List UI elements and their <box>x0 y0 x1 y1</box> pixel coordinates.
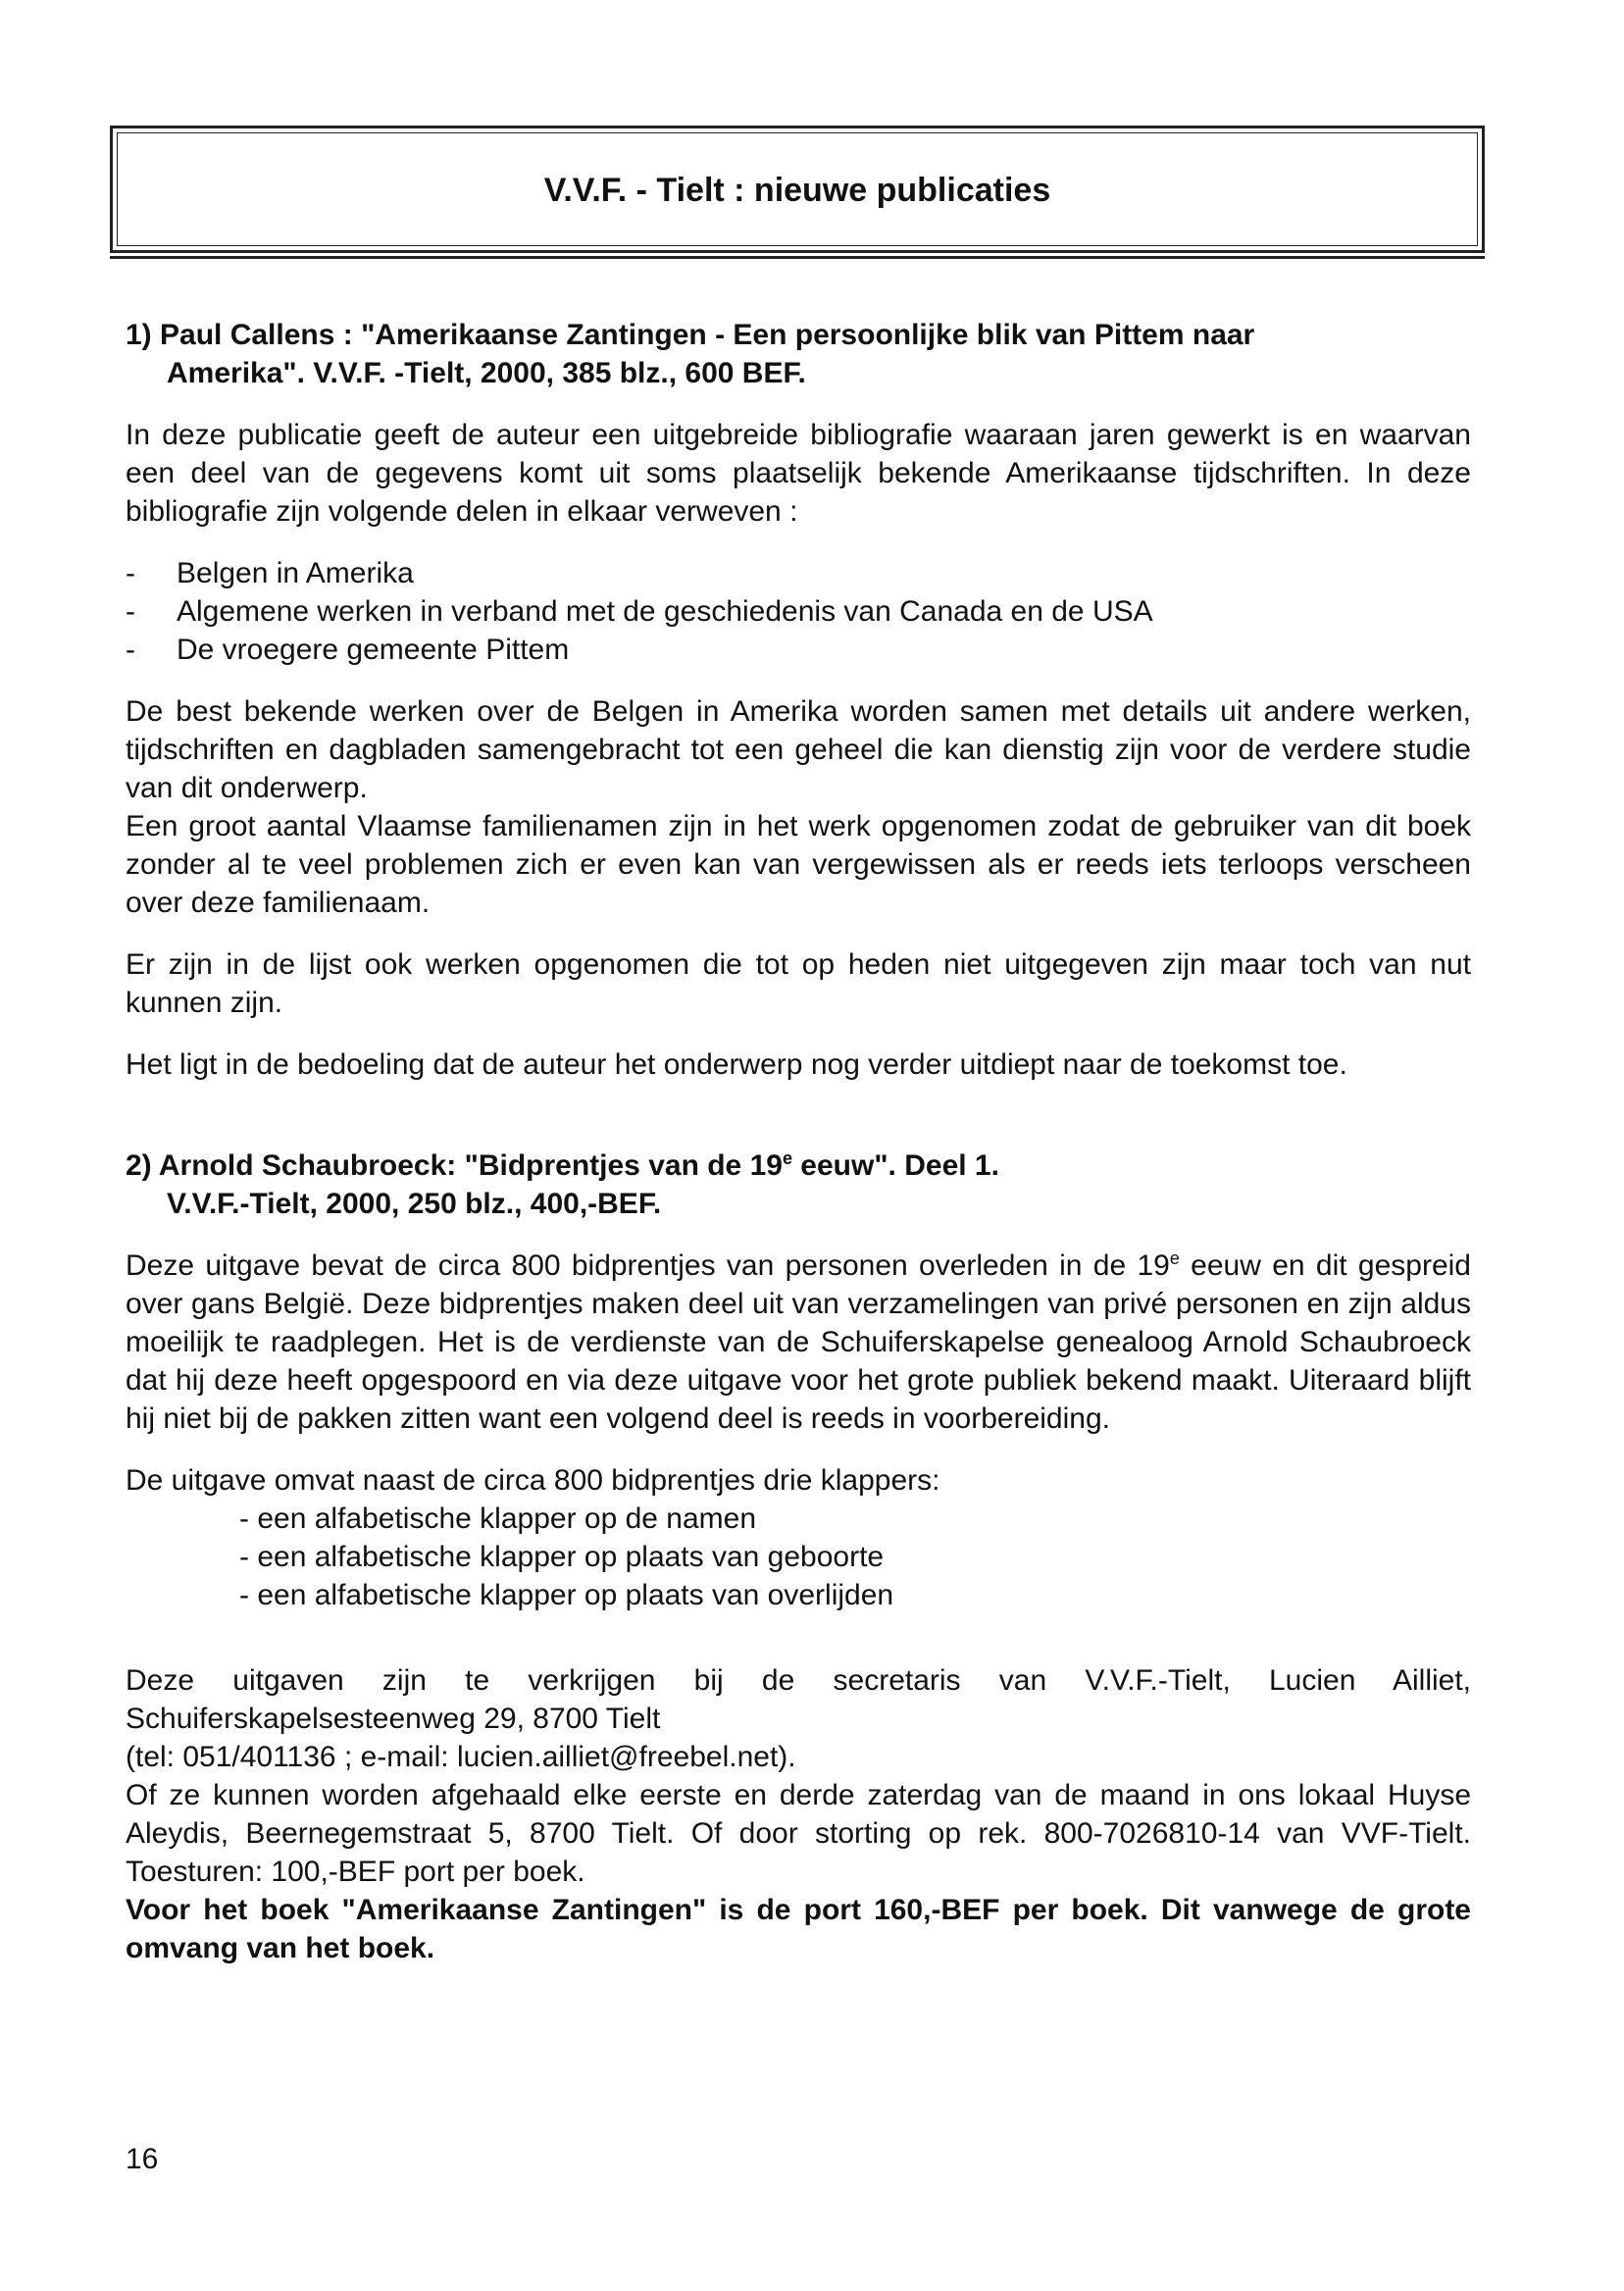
section2-paragraph-2: De uitgave omvat naast de circa 800 bidprentjes drie klappers: <box>126 1464 940 1497</box>
section1-paragraph-3: Er zijn in de lijst ook werken opgenomen die tot op heden niet uitgegeven zijn maar toch van nut kunnen zijn. <box>126 948 1471 1019</box>
contact-line-1: Deze uitgaven zijn te verkrijgen bij de secretaris van V.V.F.-Tielt, Lucien Ailliet, Schuiferskapelsesteenweg 29, 8700 Tielt <box>126 1664 1471 1735</box>
list-item: - De vroegere gemeente Pittem <box>126 631 1471 669</box>
section1-bullet-list <box>126 554 1471 669</box>
list-item: - Algemene werken in verband met de geschiedenis van Canada en de USA <box>126 592 1471 631</box>
list-item: - een alfabetische klapper op plaats van geboorte <box>239 1538 1471 1576</box>
section2-heading-line2: V.V.F.-Tielt, 2000, 250 blz., 400,-BEF. <box>167 1188 662 1220</box>
section1-heading-line1: 1) Paul Callens : "Amerikaanse Zantingen - Een persoonlijke blik van Pittem naar <box>126 319 1255 351</box>
list-item: - een alfabetische klapper op de namen <box>239 1500 1471 1538</box>
contact-line-2: (tel: 051/401136 ; e-mail: lucien.ailliet@freebel.net). <box>126 1741 796 1773</box>
list-item: - Belgen in Amerika <box>126 554 1471 592</box>
section2-heading-post: eeuw". Deel 1. <box>791 1149 999 1182</box>
page-title: V.V.F. - Tielt : nieuwe publicaties <box>543 172 1051 209</box>
section2-paragraph-1-post: eeuw en dit gespreid over gans België. Deze bidprentjes maken deel uit van verzamelingen van privé personen en zijn aldus moeilijk te raadplegen. Het is de verdienste van de Schuiferskapelse genealoog Arnold Schaubroeck dat hij deze heeft opgespoord en via deze uitgave voor het grote publiek bekend maakt. Uiteraard blijft hij niet bij de pakken zitten want een volgend deel is reeds in voorbereiding. <box>126 1249 1471 1435</box>
section1-heading-line2: Amerika". V.V.F. -Tielt, 2000, 385 blz., 600 BEF. <box>167 357 806 389</box>
section1-intro: In deze publicatie geeft de auteur een uitgebreide bibliografie waaraan jaren gewerkt is en waarvan een deel van de gegevens komt uit soms plaatselijk bekende Amerikaanse tijdschriften. In deze bibliografie zijn volgende delen in elkaar verweven : <box>126 419 1471 528</box>
title-box <box>110 126 1485 253</box>
section2-paragraph-1 <box>126 1247 1471 1438</box>
section2-paragraph-1-sup: e <box>1169 1248 1180 1268</box>
section1-paragraph-1: De best bekende werken over de Belgen in Amerika worden samen met details uit andere werken, tijdschriften en dagbladen samengebracht tot een geheel die kan dienstig zijn voor de verdere studie van dit onderwerp. <box>126 695 1471 804</box>
contact-bold-note: Voor het boek "Amerikaanse Zantingen" is de port 160,-BEF per boek. Dit vanwege de grote omvang van het boek. <box>126 1894 1471 1964</box>
contact-line-3: Of ze kunnen worden afgehaald elke eerste en derde zaterdag van de maand in ons lokaal Huyse Aleydis, Beernegemstraat 5, 8700 Tielt. Of door storting op rek. 800-7026810-14 van VVF-Tielt. Toesturen: 100,-BEF port per boek. <box>126 1779 1471 1888</box>
section2-heading-pre: 2) Arnold Schaubroeck: "Bidprentjes van de 19 <box>126 1149 783 1182</box>
section1-paragraph-2: Een groot aantal Vlaamse familienamen zijn in het werk opgenomen zodat de gebruiker van dit boek zonder al te veel problemen zich er even kan van vergewissen als er reeds iets terloops verscheen over deze familienaam. <box>126 810 1471 919</box>
section2-heading-sup: e <box>782 1148 792 1168</box>
main-content <box>126 316 1471 1967</box>
section1-heading <box>126 316 1471 392</box>
section2-paragraph-1-pre: Deze uitgave bevat de circa 800 bidprentjes van personen overleden in de 19 <box>126 1249 1170 1282</box>
klapper-list <box>126 1500 1471 1614</box>
list-item: - een alfabetische klapper op plaats van overlijden <box>239 1576 1471 1614</box>
section2-heading <box>126 1146 1471 1223</box>
section1-paragraph-4: Het ligt in de bedoeling dat de auteur het onderwerp nog verder uitdiept naar de toekomst toe. <box>126 1048 1347 1081</box>
page-number: 16 <box>126 2143 159 2175</box>
